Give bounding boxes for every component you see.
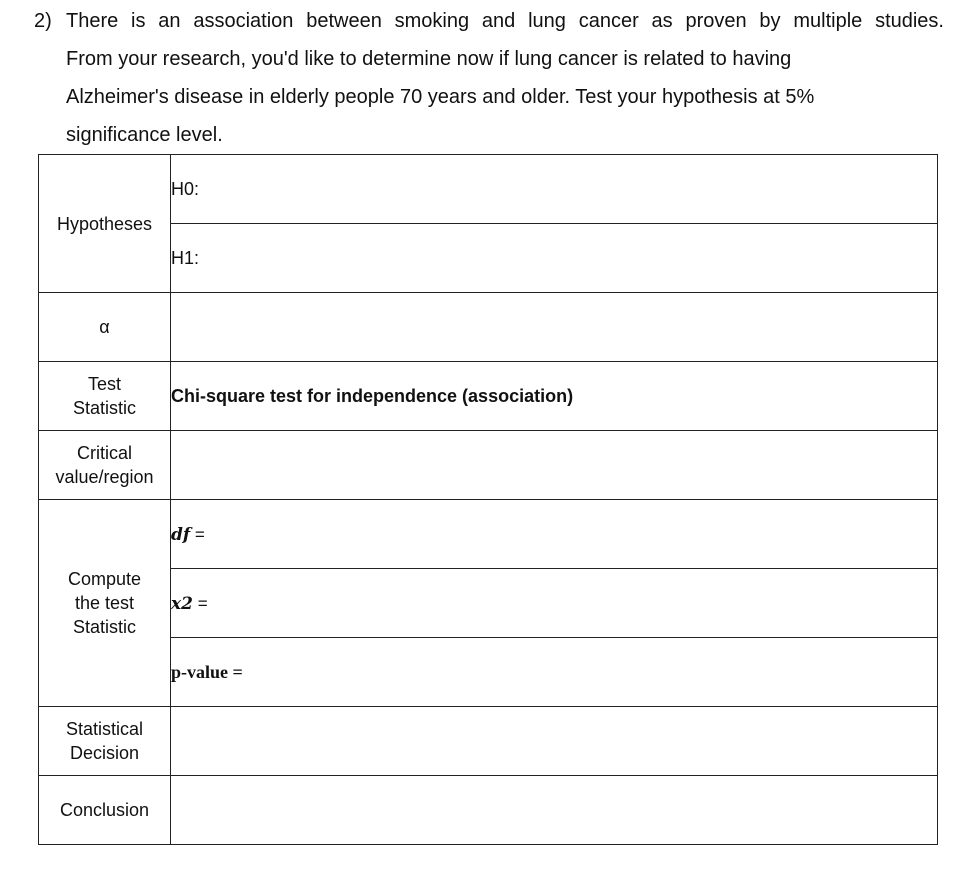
table-row-x2 xyxy=(39,569,938,638)
test-statistic-label: Test Statistic xyxy=(39,362,171,431)
table-row-conclusion xyxy=(39,776,938,845)
alpha-value-cell xyxy=(171,293,938,362)
x2-variable: x2 xyxy=(171,593,193,614)
compute-statistic-label: Compute the test Statistic xyxy=(39,500,171,707)
conclusion-cell xyxy=(171,776,938,845)
alpha-label: α xyxy=(39,293,171,362)
statistical-decision-cell xyxy=(171,707,938,776)
df-cell xyxy=(171,500,938,569)
test-statistic-value: Chi-square test for independence (association) xyxy=(171,362,938,431)
critical-value-label: Critical value/region xyxy=(39,431,171,500)
question-text-4: significance level. xyxy=(66,124,223,146)
critical-value-cell xyxy=(171,431,938,500)
hypotheses-label: Hypotheses xyxy=(39,155,171,293)
question-block xyxy=(34,2,944,154)
table-row-h0 xyxy=(39,155,938,224)
table-row-decision xyxy=(39,707,938,776)
h1-cell: H1: xyxy=(171,224,938,293)
table-row-h1 xyxy=(39,224,938,293)
question-number: 2) xyxy=(34,10,52,32)
table-row-critical xyxy=(39,431,938,500)
conclusion-label: Conclusion xyxy=(39,776,171,845)
question-line-1 xyxy=(34,2,944,40)
h0-cell: H0: xyxy=(171,155,938,224)
df-equals: = xyxy=(190,524,205,544)
table-row-alpha xyxy=(39,293,938,362)
table-row-pvalue xyxy=(39,638,938,707)
statistical-decision-label: Statistical Decision xyxy=(39,707,171,776)
table-row-test-statistic xyxy=(39,362,938,431)
question-text-1: There is an association between smoking and lung cancer as proven by multiple studies. xyxy=(66,10,944,32)
p-value-cell: p-value = xyxy=(171,638,938,707)
table-row-df xyxy=(39,500,938,569)
question-text-2: From your research, you'd like to determine now if lung cancer is related to having xyxy=(66,48,792,70)
hypothesis-test-table xyxy=(38,154,938,845)
question-text-3: Alzheimer's disease in elderly people 70 years and older. Test your hypothesis at 5% xyxy=(66,86,815,108)
x2-equals: = xyxy=(192,593,208,613)
x2-cell xyxy=(171,569,938,638)
df-variable: df xyxy=(171,524,191,545)
